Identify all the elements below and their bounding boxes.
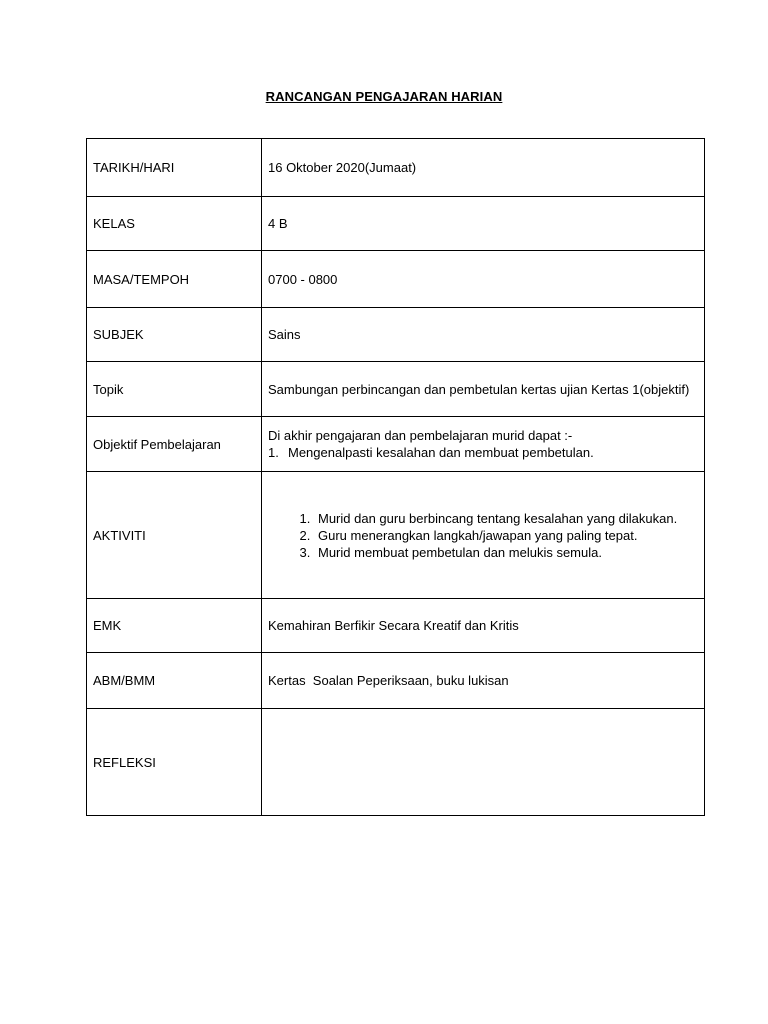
table-row-kelas [87, 197, 705, 251]
objektif-item-number: 1. [268, 445, 279, 460]
label-abm: ABM/BMM [87, 653, 262, 709]
table-row-aktiviti [87, 472, 705, 599]
aktiviti-list [268, 510, 698, 561]
list-item: 1. Murid dan guru berbincang tentang kesalahan yang dilakukan. [314, 510, 698, 527]
table-row-emk [87, 599, 705, 653]
label-subjek: SUBJEK [87, 308, 262, 362]
objektif-item-text: Mengenalpasti kesalahan dan membuat pembetulan. [288, 445, 594, 460]
list-item: 3. Murid membuat pembetulan dan melukis semula. [314, 544, 698, 561]
table-row-tarikh [87, 139, 705, 197]
value-kelas: 4 B [262, 197, 705, 251]
table-row-topik [87, 362, 705, 417]
table-row-subjek [87, 308, 705, 362]
label-refleksi: REFLEKSI [87, 709, 262, 816]
table-row-masa [87, 251, 705, 308]
label-masa: MASA/TEMPOH [87, 251, 262, 308]
table-row-objektif [87, 417, 705, 472]
label-aktiviti: AKTIVITI [87, 472, 262, 599]
label-objektif: Objektif Pembelajaran [87, 417, 262, 472]
label-kelas: KELAS [87, 197, 262, 251]
table-row-abm [87, 653, 705, 709]
label-emk: EMK [87, 599, 262, 653]
value-objektif [262, 417, 705, 472]
value-masa: 0700 - 0800 [262, 251, 705, 308]
value-abm: Kertas Soalan Peperiksaan, buku lukisan [262, 653, 705, 709]
list-item: 2. Guru menerangkan langkah/jawapan yang paling tepat. [314, 527, 698, 544]
value-emk: Kemahiran Berfikir Secara Kreatif dan Kritis [262, 599, 705, 653]
label-tarikh: TARIKH/HARI [87, 139, 262, 197]
objektif-intro: Di akhir pengajaran dan pembelajaran murid dapat :- [268, 428, 573, 443]
value-subjek: Sains [262, 308, 705, 362]
document-title: RANCANGAN PENGAJARAN HARIAN [265, 89, 503, 104]
lesson-plan-table [86, 138, 705, 816]
value-aktiviti [262, 472, 705, 599]
value-refleksi [262, 709, 705, 816]
value-topik: Sambungan perbincangan dan pembetulan kertas ujian Kertas 1(objektif) [262, 362, 705, 417]
objektif-item [268, 444, 698, 461]
value-tarikh: 16 Oktober 2020(Jumaat) [262, 139, 705, 197]
table-row-refleksi [87, 709, 705, 816]
label-topik: Topik [87, 362, 262, 417]
